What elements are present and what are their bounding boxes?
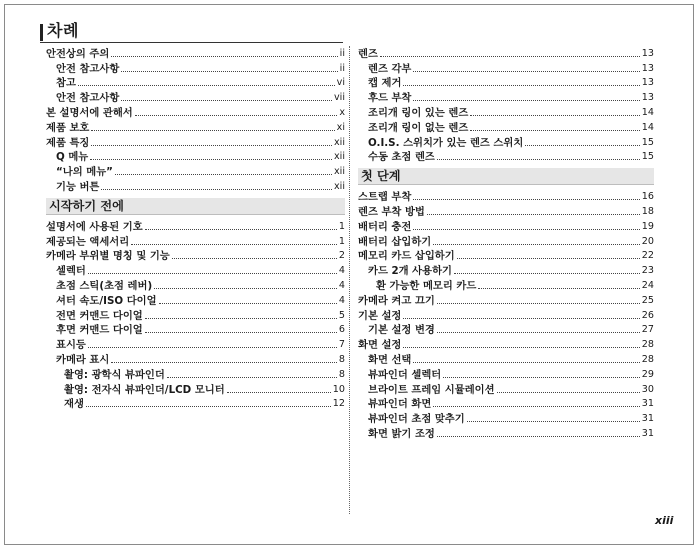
dot-leader — [403, 346, 639, 348]
toc-entry-page: 2 — [338, 250, 345, 262]
toc-entry-page: xii — [333, 151, 345, 163]
toc-entry[interactable] — [358, 45, 654, 60]
dot-leader — [470, 114, 640, 116]
dot-leader — [403, 317, 639, 319]
dot-leader — [91, 129, 334, 131]
toc-entry-page: 10 — [332, 383, 345, 395]
toc-entry-page: 15 — [641, 136, 654, 148]
toc-entry[interactable] — [358, 410, 654, 425]
dot-leader — [167, 376, 337, 378]
toc-entry[interactable] — [46, 336, 345, 351]
toc-entry-page: 15 — [641, 151, 654, 163]
toc-entry-label: 셀렉터 — [56, 265, 86, 278]
dot-leader — [159, 302, 337, 304]
toc-entry[interactable] — [46, 104, 345, 119]
toc-entry[interactable] — [358, 75, 654, 90]
toc-entry-label: 재생 — [64, 398, 84, 411]
toc-entry-page: 31 — [641, 398, 654, 410]
toc-entry-page: 23 — [641, 265, 654, 277]
toc-entry[interactable] — [358, 381, 654, 396]
toc-entry[interactable] — [46, 134, 345, 149]
toc-entry-label: 렌즈 각부 — [368, 62, 412, 75]
toc-entry[interactable] — [358, 336, 654, 351]
title-marker — [40, 24, 43, 41]
toc-entry-page: xii — [333, 136, 345, 148]
toc-entry-page: xii — [333, 180, 345, 192]
dot-leader — [413, 198, 639, 200]
toc-entry-page: 13 — [641, 92, 654, 104]
dot-leader — [91, 144, 332, 146]
toc-entry-label: 카드 2개 사용하기 — [368, 265, 452, 278]
toc-entry-page: xi — [336, 121, 345, 133]
toc-entry-label: 배터리 삽입하기 — [358, 235, 432, 248]
toc-entry[interactable] — [46, 262, 345, 277]
dot-leader — [88, 272, 337, 274]
toc-entry[interactable] — [358, 322, 654, 337]
toc-entry-page: 28 — [641, 339, 654, 351]
toc-entry-page: 13 — [641, 77, 654, 89]
toc-entry[interactable] — [46, 218, 345, 233]
section-header-first-steps: 첫 단계 — [358, 168, 654, 185]
toc-entry-page: 4 — [338, 279, 345, 291]
dot-leader — [121, 99, 332, 101]
toc-entry-page: xii — [333, 166, 345, 178]
toc-entry[interactable] — [46, 307, 345, 322]
toc-entry-label: 수동 초점 렌즈 — [368, 151, 435, 164]
toc-left-column — [46, 45, 345, 410]
toc-entry[interactable] — [46, 119, 345, 134]
dot-leader — [413, 228, 639, 230]
toc-entry-label: 배터리 충전 — [358, 220, 412, 233]
toc-entry-page: 26 — [641, 309, 654, 321]
dot-leader — [78, 84, 335, 86]
toc-entry-label: 기본 설정 변경 — [368, 324, 435, 337]
toc-entry[interactable] — [46, 89, 345, 104]
toc-entry[interactable] — [358, 60, 654, 75]
dot-leader — [227, 391, 331, 393]
toc-entry[interactable] — [358, 396, 654, 411]
dot-leader — [457, 257, 640, 259]
toc-entry[interactable] — [358, 89, 654, 104]
dot-leader — [427, 213, 640, 215]
dot-leader — [478, 287, 640, 289]
toc-entry-page: 29 — [641, 368, 654, 380]
dot-leader — [454, 272, 640, 274]
dot-leader — [145, 228, 337, 230]
toc-entry-label: 표시등 — [56, 339, 86, 352]
toc-entry-label: 촬영: 광학식 뷰파인더 — [64, 368, 165, 381]
toc-entry-page: 13 — [641, 47, 654, 59]
toc-entry-label: 안전상의 주의 — [46, 47, 110, 60]
dot-leader — [145, 317, 337, 319]
toc-entry[interactable] — [358, 277, 654, 292]
toc-entry-page: 1 — [338, 220, 345, 232]
toc-entry-label: 후면 커맨드 다이얼 — [56, 324, 143, 337]
toc-entry[interactable] — [46, 149, 345, 164]
toc-entry[interactable] — [358, 203, 654, 218]
toc-entry[interactable] — [358, 188, 654, 203]
toc-entry-page: 8 — [338, 368, 345, 380]
toc-entry[interactable] — [358, 134, 654, 149]
toc-entry-label: 셔터 속도/ISO 다이얼 — [56, 294, 157, 307]
toc-entry[interactable] — [46, 292, 345, 307]
toc-entry[interactable] — [46, 381, 345, 396]
toc-entry-label: 참고 — [56, 77, 76, 90]
toc-entry[interactable] — [46, 75, 345, 90]
toc-entry[interactable] — [46, 248, 345, 263]
toc-entry-label: 메모리 카드 삽입하기 — [358, 250, 455, 263]
toc-list-left-top — [46, 45, 345, 193]
dot-leader — [433, 405, 640, 407]
toc-entry[interactable] — [46, 233, 345, 248]
toc-entry-page: ii — [339, 62, 345, 74]
dot-leader — [145, 331, 337, 333]
dot-leader — [525, 144, 640, 146]
toc-entry-page: 7 — [338, 339, 345, 351]
toc-entry-page: 16 — [641, 191, 654, 203]
toc-entry-label: “나의 메뉴” — [56, 166, 113, 179]
dot-leader — [135, 114, 338, 116]
toc-list-left-bottom — [46, 218, 345, 410]
toc-entry-label: 화면 선택 — [368, 353, 412, 366]
toc-title-bar — [40, 22, 343, 43]
dot-leader — [90, 158, 332, 160]
toc-entry-page: 22 — [641, 250, 654, 262]
dot-leader — [467, 420, 640, 422]
toc-entry[interactable] — [46, 366, 345, 381]
dot-leader — [111, 361, 337, 363]
dot-leader — [437, 435, 640, 437]
toc-entry-page: 1 — [338, 235, 345, 247]
dot-leader — [380, 55, 640, 57]
toc-right-column — [358, 45, 654, 440]
dot-leader — [470, 129, 640, 131]
toc-entry[interactable] — [358, 149, 654, 164]
toc-entry-label: 촬영: 전자식 뷰파인더/LCD 모니터 — [64, 383, 225, 396]
dot-leader — [172, 257, 337, 259]
section-header-getting-started: 시작하기 전에 — [46, 198, 345, 215]
toc-entry[interactable] — [358, 351, 654, 366]
dot-leader — [443, 376, 640, 378]
dot-leader — [413, 99, 639, 101]
toc-entry-label: 스트랩 부착 — [358, 191, 412, 204]
column-divider — [349, 46, 350, 514]
toc-list-right-bottom — [358, 188, 654, 440]
toc-entry[interactable] — [358, 262, 654, 277]
toc-entry-label: 화면 밝기 조정 — [368, 427, 435, 440]
toc-entry[interactable] — [358, 233, 654, 248]
dot-leader — [131, 243, 337, 245]
toc-entry-label: 렌즈 부착 방법 — [358, 205, 425, 218]
dot-leader — [437, 331, 640, 333]
toc-entry-page: 18 — [641, 205, 654, 217]
dot-leader — [437, 158, 640, 160]
toc-entry-label: 기능 버튼 — [56, 180, 100, 193]
toc-entry-page: 31 — [641, 413, 654, 425]
toc-entry-page: 4 — [338, 265, 345, 277]
toc-entry[interactable] — [46, 60, 345, 75]
toc-entry-label: 기본 설정 — [358, 309, 402, 322]
toc-entry-page: 28 — [641, 353, 654, 365]
toc-entry-page: 31 — [641, 427, 654, 439]
toc-entry-label: 뷰파인더 초점 맞추기 — [368, 413, 465, 426]
toc-entry[interactable] — [46, 322, 345, 337]
toc-entry[interactable] — [46, 351, 345, 366]
toc-entry-label: 카메라 부위별 명칭 및 기능 — [46, 250, 170, 263]
toc-entry[interactable] — [358, 307, 654, 322]
toc-entry-page: 5 — [338, 309, 345, 321]
toc-entry[interactable] — [358, 425, 654, 440]
toc-entry[interactable] — [46, 178, 345, 193]
dot-leader — [101, 188, 332, 190]
toc-entry-label: 브라이트 프레임 시뮬레이션 — [368, 383, 495, 396]
toc-entry-label: 화면 설정 — [358, 339, 402, 352]
dot-leader — [433, 243, 640, 245]
toc-entry-label: 환 가능한 메모리 카드 — [376, 279, 477, 292]
toc-entry-label: 후드 부착 — [368, 92, 412, 105]
toc-entry-label: 제공되는 액세서리 — [46, 235, 130, 248]
toc-entry-page: vi — [336, 77, 345, 89]
dot-leader — [115, 173, 332, 175]
toc-entry-label: Q 메뉴 — [56, 151, 89, 164]
toc-entry-label: 캡 제거 — [368, 77, 402, 90]
dot-leader — [437, 302, 640, 304]
toc-entry[interactable] — [358, 366, 654, 381]
toc-entry-page: 8 — [338, 353, 345, 365]
toc-entry-label: 제품 보호 — [46, 121, 90, 134]
toc-entry-label: 설명서에 사용된 기호 — [46, 220, 143, 233]
toc-entry-label: 초점 스틱(초점 레버) — [56, 279, 153, 292]
toc-entry-label: 카메라 켜고 끄기 — [358, 294, 435, 307]
dot-leader — [413, 361, 639, 363]
toc-entry-label: 안전 참고사항 — [56, 92, 120, 105]
dot-leader — [86, 405, 331, 407]
toc-entry-label: 조리개 링이 없는 렌즈 — [368, 121, 469, 134]
toc-entry-label: 뷰파인더 화면 — [368, 398, 432, 411]
toc-entry[interactable] — [358, 292, 654, 307]
toc-entry[interactable] — [358, 248, 654, 263]
toc-entry-page: 24 — [641, 279, 654, 291]
toc-entry-label: O.I.S. 스위치가 있는 렌즈 스위치 — [368, 136, 524, 149]
toc-entry-label: 조리개 링이 있는 렌즈 — [368, 106, 469, 119]
toc-entry-label: 본 설명서에 관해서 — [46, 106, 133, 119]
toc-entry[interactable] — [46, 396, 345, 411]
toc-entry-page: 19 — [641, 220, 654, 232]
toc-entry-page: 25 — [641, 294, 654, 306]
toc-entry[interactable] — [358, 104, 654, 119]
toc-entry-label: 카메라 표시 — [56, 353, 110, 366]
dot-leader — [121, 70, 337, 72]
toc-entry-page: 14 — [641, 121, 654, 133]
toc-entry-page: 12 — [332, 398, 345, 410]
toc-entry-page: 4 — [338, 294, 345, 306]
toc-entry-page: 27 — [641, 324, 654, 336]
toc-entry-page: 6 — [338, 324, 345, 336]
page-title: 차례 — [47, 21, 79, 40]
toc-entry-page: 20 — [641, 235, 654, 247]
toc-entry[interactable] — [46, 277, 345, 292]
toc-entry-page: 30 — [641, 383, 654, 395]
dot-leader — [497, 391, 640, 393]
toc-entry[interactable] — [358, 119, 654, 134]
toc-entry-page: ii — [339, 47, 345, 59]
dot-leader — [154, 287, 337, 289]
toc-entry[interactable] — [46, 163, 345, 178]
toc-list-right-top — [358, 45, 654, 163]
dot-leader — [413, 70, 639, 72]
toc-entry-page: x — [339, 106, 345, 118]
page-number: xiii — [655, 514, 674, 527]
toc-entry-label: 전면 커맨드 다이얼 — [56, 309, 143, 322]
dot-leader — [88, 346, 337, 348]
toc-entry-label: 안전 참고사항 — [56, 62, 120, 75]
toc-entry[interactable] — [46, 45, 345, 60]
toc-entry-page: 14 — [641, 106, 654, 118]
toc-entry-label: 제품 특징 — [46, 136, 90, 149]
dot-leader — [111, 55, 337, 57]
toc-entry-page: vii — [333, 92, 345, 104]
toc-entry[interactable] — [358, 218, 654, 233]
toc-entry-page: 13 — [641, 62, 654, 74]
dot-leader — [403, 84, 639, 86]
toc-entry-label: 뷰파인더 셀렉터 — [368, 368, 442, 381]
toc-entry-label: 렌즈 — [358, 47, 378, 60]
